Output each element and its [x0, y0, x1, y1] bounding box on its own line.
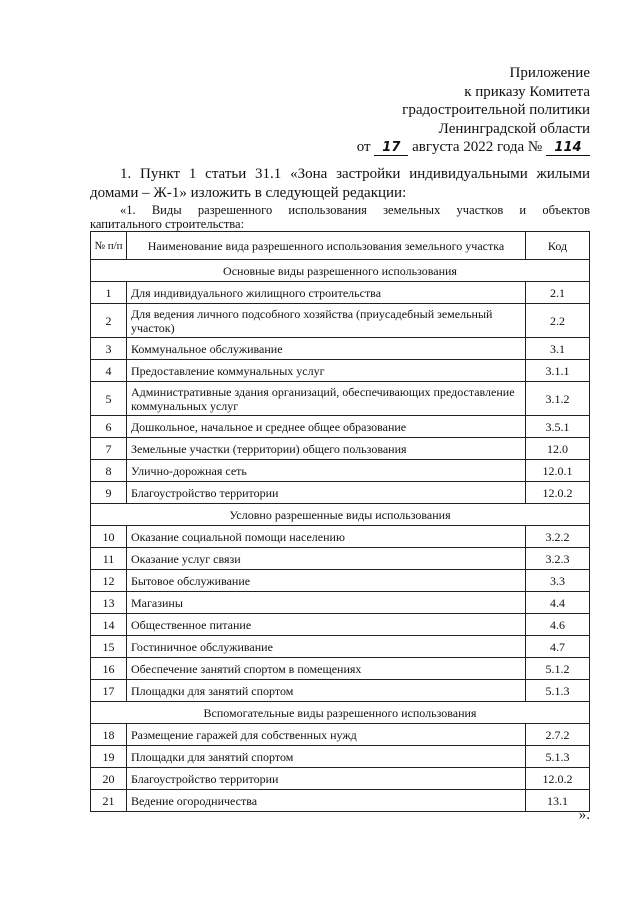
table-row [91, 382, 590, 416]
use-name: Дошкольное, начальное и среднее общее образование [127, 416, 526, 438]
table-row [91, 658, 590, 680]
use-name: Оказание социальной помощи населению [127, 526, 526, 548]
use-code: 4.7 [526, 636, 590, 658]
group-header-row [91, 702, 590, 724]
table-row [91, 570, 590, 592]
use-code: 2.1 [526, 282, 590, 304]
use-code: 5.1.2 [526, 658, 590, 680]
amendment-line-2: домами – Ж-1» изложить в следующей редакции: [90, 185, 407, 201]
column-header-code: Код [526, 232, 590, 260]
use-name: Оказание услуг связи [127, 548, 526, 570]
row-number: 3 [91, 338, 127, 360]
use-code: 12.0.2 [526, 768, 590, 790]
use-code: 4.6 [526, 614, 590, 636]
row-number: 18 [91, 724, 127, 746]
table-row [91, 636, 590, 658]
use-code: 5.1.3 [526, 746, 590, 768]
use-code: 3.1.1 [526, 360, 590, 382]
table-row [91, 746, 590, 768]
use-code: 3.1.2 [526, 382, 590, 416]
use-name: Предоставление коммунальных услуг [127, 360, 526, 382]
use-name: Общественное питание [127, 614, 526, 636]
row-number: 4 [91, 360, 127, 382]
group-header-row [91, 260, 590, 282]
row-number: 21 [91, 790, 127, 812]
row-number: 16 [91, 658, 127, 680]
row-number: 19 [91, 746, 127, 768]
use-code: 12.0 [526, 438, 590, 460]
column-header-number: № п/п [91, 232, 127, 260]
row-number: 6 [91, 416, 127, 438]
table-row [91, 360, 590, 382]
use-code: 5.1.3 [526, 680, 590, 702]
use-name: Улично-дорожная сеть [127, 460, 526, 482]
use-name: Магазины [127, 592, 526, 614]
table-row [91, 768, 590, 790]
table-row [91, 724, 590, 746]
row-number: 15 [91, 636, 127, 658]
column-header-name: Наименование вида разрешенного использования земельного участка [127, 232, 526, 260]
row-number: 13 [91, 592, 127, 614]
table-row [91, 592, 590, 614]
table-header-row [91, 232, 590, 260]
group-title: Условно разрешенные виды использования [91, 504, 590, 526]
use-name: Гостиничное обслуживание [127, 636, 526, 658]
table-row [91, 482, 590, 504]
use-name: Для индивидуального жилищного строительства [127, 282, 526, 304]
appendix-title: Приложение [509, 65, 590, 81]
table-body [91, 260, 590, 812]
group-title: Основные виды разрешенного использования [91, 260, 590, 282]
region-name: Ленинградской области [438, 120, 590, 137]
table-row [91, 438, 590, 460]
uses-intro-line-1: «1. Виды разрешенного использования земельных участков и объектов [120, 203, 590, 217]
uses-intro-line-2: капитального строительства: [90, 217, 245, 231]
use-code: 3.5.1 [526, 416, 590, 438]
table-row [91, 680, 590, 702]
row-number: 8 [91, 460, 127, 482]
use-name: Размещение гаражей для собственных нужд [127, 724, 526, 746]
use-name: Благоустройство территории [127, 768, 526, 790]
row-number: 17 [91, 680, 127, 702]
use-name: Для ведения личного подсобного хозяйства (приусадебный земельный участок) [127, 304, 526, 338]
table-row [91, 282, 590, 304]
row-number: 20 [91, 768, 127, 790]
committee-name: градостроительной политики [402, 102, 590, 118]
table-row [91, 790, 590, 812]
permitted-uses-table [90, 231, 590, 812]
use-code: 2.7.2 [526, 724, 590, 746]
group-title: Вспомогательные виды разрешенного использования [91, 702, 590, 724]
row-number: 14 [91, 614, 127, 636]
use-name: Бытовое обслуживание [127, 570, 526, 592]
use-code: 12.0.2 [526, 482, 590, 504]
use-code: 3.2.3 [526, 548, 590, 570]
table-row [91, 526, 590, 548]
use-code: 3.3 [526, 570, 590, 592]
use-name: Площадки для занятий спортом [127, 680, 526, 702]
use-name: Коммунальное обслуживание [127, 338, 526, 360]
table-row [91, 548, 590, 570]
row-number: 12 [91, 570, 127, 592]
table-row [91, 304, 590, 338]
appendix-header [230, 64, 590, 157]
row-number: 1 [91, 282, 127, 304]
table-row [91, 460, 590, 482]
date-prefix: от [356, 139, 371, 155]
table-row [91, 416, 590, 438]
row-number: 9 [91, 482, 127, 504]
row-number: 10 [91, 526, 127, 548]
use-name: Площадки для занятий спортом [127, 746, 526, 768]
use-code: 3.2.2 [526, 526, 590, 548]
row-number: 2 [91, 304, 127, 338]
amendment-line-1: 1. Пункт 1 статьи 31.1 «Зона застройки индивидуальными жилыми [120, 166, 590, 182]
group-header-row [91, 504, 590, 526]
order-date-line [230, 138, 590, 157]
use-name: Ведение огородничества [127, 790, 526, 812]
use-name: Земельные участки (территории) общего пользования [127, 438, 526, 460]
use-name: Благоустройство территории [127, 482, 526, 504]
row-number: 7 [91, 438, 127, 460]
use-code: 12.0.1 [526, 460, 590, 482]
use-code: 3.1 [526, 338, 590, 360]
date-rest: августа 2022 года № [412, 139, 543, 155]
use-code: 13.1 [526, 790, 590, 812]
use-name: Административные здания организаций, обеспечивающих предоставление коммунальных услуг [127, 382, 526, 416]
handwritten-order-number: 114 [546, 141, 590, 156]
use-code: 4.4 [526, 592, 590, 614]
uses-intro-paragraph [90, 203, 590, 231]
table-row [91, 614, 590, 636]
row-number: 5 [91, 382, 127, 416]
handwritten-day: 17 [374, 141, 408, 156]
row-number: 11 [91, 548, 127, 570]
table-row [91, 338, 590, 360]
use-code: 2.2 [526, 304, 590, 338]
use-name: Обеспечение занятий спортом в помещениях [127, 658, 526, 680]
amendment-paragraph [90, 165, 590, 203]
order-reference: к приказу Комитета [464, 83, 590, 100]
closing-quote: ». [578, 807, 590, 823]
